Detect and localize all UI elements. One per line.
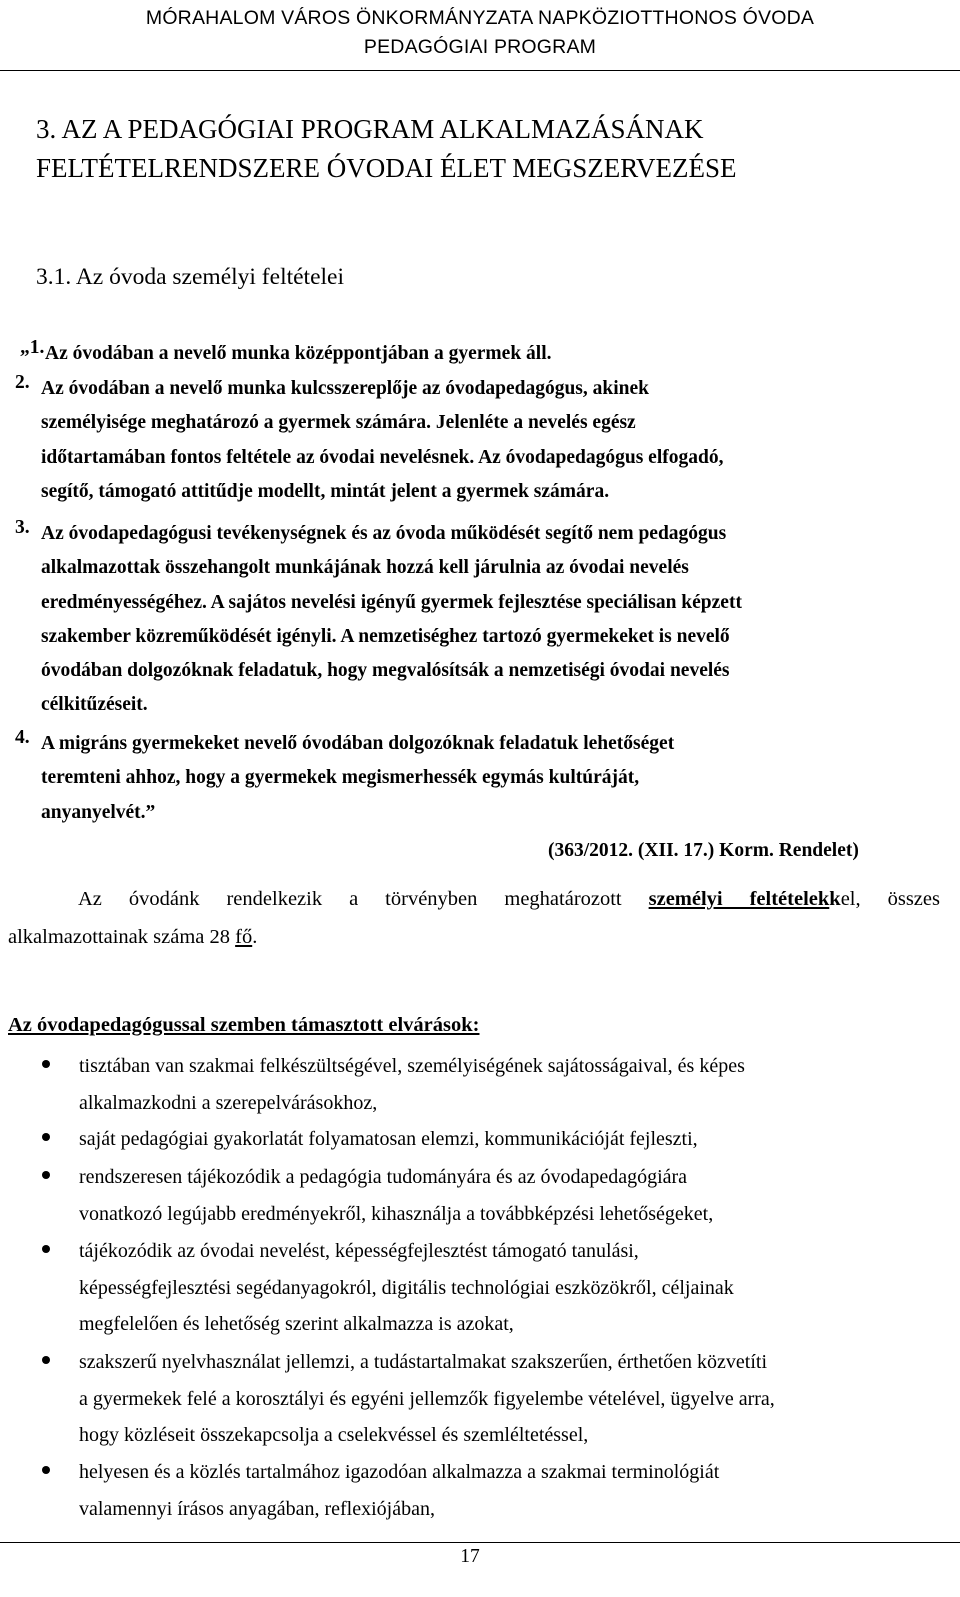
list-item-text [79,1159,939,1232]
bullet-icon [42,1466,50,1474]
bullet-icon [42,1171,50,1179]
page-number: 17 [460,1546,480,1567]
quote-line: alkalmazottak összehangolt munkájának hozzá kell járulnia az óvodai nevelés [41,557,689,579]
bullet-icon [42,1133,50,1141]
bullet-icon [42,1060,50,1068]
header-institution: MÓRAHALOM VÁROS ÖNKORMÁNYZATA NAPKÖZIOTTHONOS ÓVODA [145,7,815,29]
quote-item-text [41,372,943,509]
quote-item-number: 4. [15,727,30,748]
list-item-line: hogy közléseit összekapcsolja a cselekvéssel és szemléltetéssel, [79,1424,589,1446]
paragraph-emphasis-suffix: k [829,888,841,910]
list-item-text [79,1048,939,1121]
list-item-line: saját pedagógiai gyakorlatát folyamatosan elemzi, kommunikációját fejleszti, [79,1128,698,1150]
list-item-line: szakszerű nyelvhasználat jellemzi, a tudástartalmakat szakszerűen, érthetően közvetíti [79,1351,768,1373]
paragraph-text: Az óvodánk rendelkezik a törvényben meghatározott [78,888,649,910]
quote-line: Az óvodában a nevelő munka kulcsszereplője az óvodapedagógus, akinek [41,378,650,399]
chapter-heading [36,110,936,188]
bullet-icon [42,1356,50,1364]
list-item-text [79,1233,939,1343]
footer-divider [0,1542,960,1543]
list-item-line: helyesen és a közlés tartalmához igazodóan alkalmazza a szakmai terminológiát [79,1461,720,1483]
quote-item-text [41,727,943,830]
chapter-heading-line-1: 3. AZ A PEDAGÓGIAI PROGRAM ALKALMAZÁSÁNAK [36,114,704,144]
list-item-text [79,1454,939,1527]
list-item-line: megfelelően és lehetőség szerint alkalmazza is azokat, [79,1313,514,1335]
list-item-line: a gyermekek felé a korosztályi és egyéni jellemzők figyelembe vételével, ügyelve arra, [79,1387,775,1410]
paragraph-text: el, összes [840,888,940,910]
list-item-line: tisztában van szakmai felkészültségével, személyiségének sajátosságaival, és képes [79,1055,745,1077]
quote-citation: (363/2012. (XII. 17.) Korm. Rendelet) [548,840,859,861]
quote-item-text [41,517,943,723]
quote-item-text [45,337,947,371]
bullet-icon [42,1245,50,1253]
paragraph-emphasis: személyi feltételek [648,888,830,910]
list-item-text [79,1121,939,1158]
list-item-text [79,1344,939,1454]
quote-item-number: 3. [15,517,30,538]
chapter-heading-line-2: FELTÉTELRENDSZERE ÓVODAI ÉLET MEGSZERVEZÉSE [36,153,737,183]
quote-line: Az óvodapedagógusi tevékenységnek és az óvoda működését segítő nem pedagógus [41,523,727,544]
quote-line: időtartamában fontos feltétele az óvodai nevelésnek. Az óvodapedagógus elfogadó, [41,446,724,468]
paragraph-text: alkalmazottainak száma 28 [8,926,236,948]
quote-line: teremteni ahhoz, hogy a gyermekek megismerhessék egymás kultúráját, [41,767,640,789]
page-header [0,0,960,72]
paragraph-underlined-word: fő [235,926,253,948]
quote-line: segítő, támogató attitűdje modellt, mintát jelent a gyermek számára. [41,480,610,502]
quote-line: anyanyelvét.” [41,801,156,823]
list-item-line: alkalmazkodni a szerepelvárásokhoz, [79,1091,378,1114]
quote-item-number: 2. [15,372,30,393]
header-divider [0,70,960,71]
list-item-line: valamennyi írásos anyagában, reflexiójában, [79,1497,435,1520]
quote-item-number: „1. [20,337,45,358]
quote-line: Az óvodában a nevelő munka középpontjában a gyermek áll. [45,343,552,364]
quote-line: célkitűzéseit. [41,694,148,716]
list-item-line: tájékozódik az óvodai nevelést, képességfejlesztést támogató tanulási, [79,1240,639,1262]
requirements-heading: Az óvodapedagógussal szemben támasztott elvárások: [8,1014,480,1036]
quote-line: szakember közreműködését igényli. A nemzetiséghez tartozó gyermekeket is nevelő [41,625,730,647]
staffing-paragraph [8,880,940,956]
quote-line: személyisége meghatározó a gyermek számára. Jelenléte a nevelés egész [41,412,636,434]
quote-line: eredményességéhez. A sajátos nevelési igényű gyermek fejlesztése speciálisan képzett [41,591,742,613]
quote-line: óvodában dolgozóknak feladatuk, hogy megvalósítsák a nemzetiségi óvodai nevelés [41,660,730,682]
paragraph-line-2 [8,918,940,956]
list-item-line: képességfejlesztési segédanyagokról, digitális technológiai eszközökről, céljainak [79,1276,734,1299]
section-heading: 3.1. Az óvoda személyi feltételei [36,264,345,290]
list-item-line: vonatkozó legújabb eredményekről, kihasználja a továbbképzési lehetőségeket, [79,1202,714,1225]
list-item-line: rendszeresen tájékozódik a pedagógia tudományára és az óvodapedagógiára [79,1166,688,1188]
paragraph-text: . [252,926,258,948]
quote-line: A migráns gyermekeket nevelő óvodában dolgozóknak feladatuk lehetőséget [41,733,675,754]
paragraph-line-1 [8,880,940,918]
header-document-title: PEDAGÓGIAI PROGRAM [363,36,597,58]
